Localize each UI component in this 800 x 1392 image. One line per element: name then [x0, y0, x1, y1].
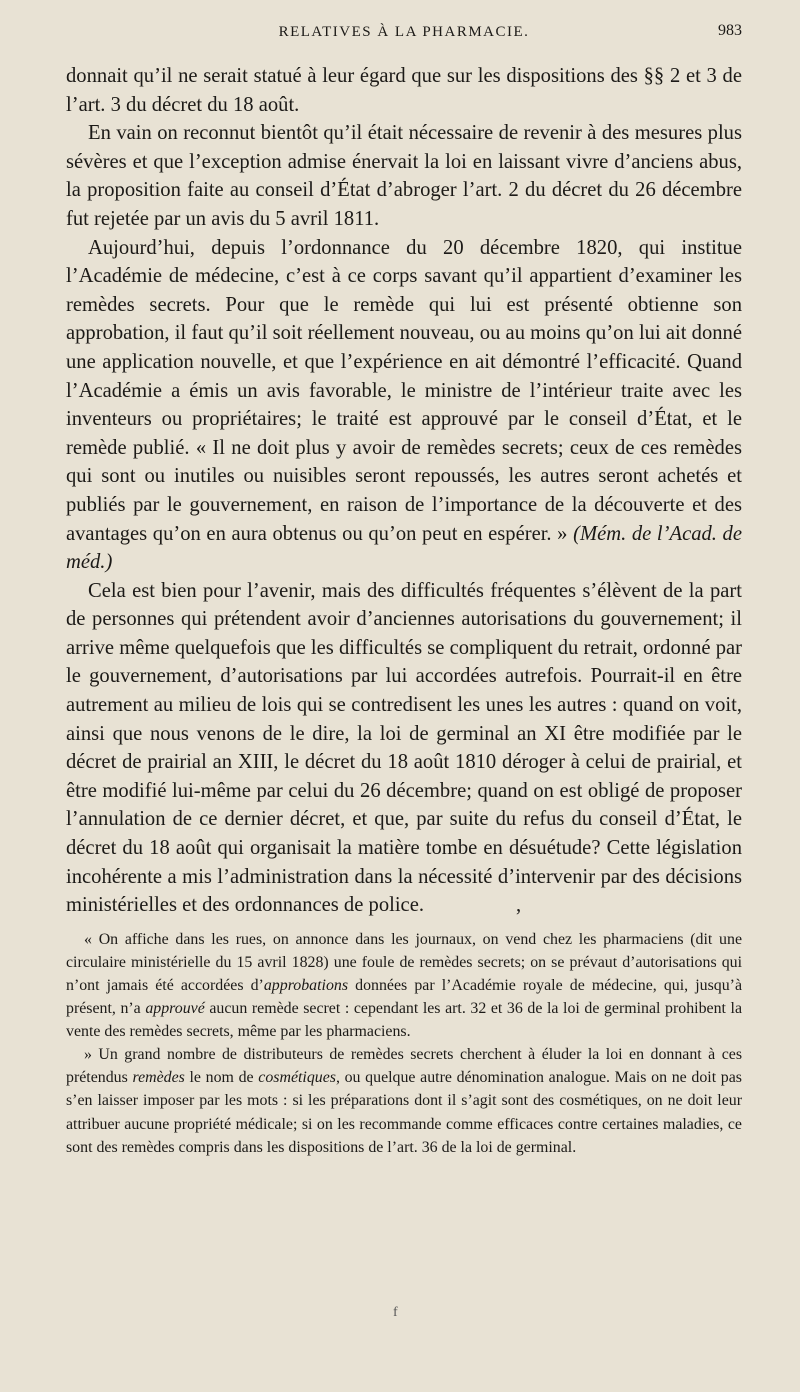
paragraph-1: donnait qu’il ne serait statué à leur égard que sur les dispositions des §§ 2 et 3 de l’art. 3 du décret du 18 août. [66, 65, 742, 116]
page-number: 983 [718, 22, 742, 39]
footnote-2-italic-cosmetiques: cosmétiques [258, 1069, 336, 1087]
citation: (Mém. de l’Acad. de méd.) [66, 522, 742, 574]
footnote-2-italic-remedes: remèdes [132, 1069, 185, 1087]
stray-mark: , [516, 894, 522, 917]
main-text [66, 62, 742, 920]
paragraph-4 [66, 577, 742, 920]
footnote-2-text-c: , ou quelque autre dénomination analogue. Mais on ne doit pas s’en laisser imposer par les mots : si les préparations dont il s’agit sont des cosmétiques, on ne doit leur attribuer aucune propriété médicale; si on les recommande comme efficaces contre certaines maladies, ce sont des remèdes compris dans les dispositions de l’art. 36 de la loi de germinal. [66, 1069, 742, 1156]
footnote-2 [66, 1043, 742, 1158]
running-head [66, 20, 742, 44]
footnote-2-text-a: » Un grand nombre de distributeurs de remèdes secrets cherchent à éluder la loi en donnant à ces prétendus [66, 1046, 742, 1087]
paragraph-3 [66, 234, 742, 577]
running-title: RELATIVES À LA PHARMACIE. [278, 23, 530, 40]
footnote-1 [66, 928, 742, 1043]
footnotes [66, 928, 742, 1159]
footnote-1-text-a: « On affiche dans les rues, on annonce dans les journaux, on vend chez les pharmaciens (dit une circulaire ministérielle du 15 avril 1828) une foule de remèdes secrets; on se prévaut d’autorisations qui n’ont jamais été accordées d’ [66, 930, 742, 994]
footnote-2-text-b: le nom de [184, 1069, 259, 1087]
paragraph-2: En vain on reconnut bientôt qu’il était nécessaire de revenir à des mesures plus sévères et que l’exception admise énervait la loi en laissant vivre d’anciens abus, la proposition faite au conseil d’État d’abroger l’art. 2 du décret du 26 décembre fut rejetée par un avis du 5 avril 1811. [66, 122, 742, 230]
paragraph-3-text: Aujourd’hui, depuis l’ordonnance du 20 décembre 1820, qui institue l’Académie de médecine, c’est à ce corps savant qu’il appartient d’examiner les remèdes secrets. Pour que le remède qui lui est présenté obtienne son approbation, il faut qu’il soit réellement nouveau, ou au moins qu’on lui ait donné une application nouvelle, et que l’expérience en ait démontré l’efficacité. Quand l’Académie a émis un avis favorable, le ministre de l’intérieur traite avec les inventeurs ou propriétaires; le traité est approuvé par le conseil d’État, et le remède publié. « Il ne doit plus y avoir de remèdes secrets; ceux de ces remèdes qui sont ou inutiles ou nuisibles seront repoussés, les autres seront achetés et publiés par le gouvernement, en raison de l’importance de la découverte et des avantages qu’on en aura obtenus ou qu’on peut en espérer. » [66, 236, 742, 545]
bottom-mark: f [393, 1305, 398, 1320]
footnote-1-italic-approuve: approuvé [145, 1000, 205, 1018]
footnote-1-italic-approbations: approbations [263, 977, 349, 994]
footnote-1-text-c: aucun remède secret : cependant les art. 32 et 36 de la loi de germinal prohibent la vente des remèdes secrets, même par les pharmaciens. [66, 1000, 742, 1041]
paragraph-4-text: Cela est bien pour l’avenir, mais des difficultés fréquentes s’élèvent de la part de personnes qui prétendent avoir d’anciennes autorisations du gouvernement; il arrive même quelquefois que les difficultés se compliquent du retrait, ordonné par le gouvernement, d’autorisations par lui accordées autrefois. Pourrait-il en être autrement au milieu de lois qui se contredisent les unes les autres : quand on voit, ainsi que nous venons de le dire, la loi de germinal an XI être modifiée par le décret de prairial an XIII, le décret du 18 août 1810 déroger à celui de prairial, et être modifié lui-même par celui du 26 décembre; quand on est obligé de proposer l’annulation de ce dernier décret, et que, par suite du refus du conseil d’État, le décret du 18 août qui organisait la matière tombe en désuétude? Cette législation incohérente a mis l’administration dans la nécessité d’intervenir par des décisions ministérielles et des ordonnances de police. [66, 579, 742, 917]
footnote-1-text-b: données par l’Académie royale de médecine, qui, jusqu’à présent, n’a [66, 977, 742, 1018]
